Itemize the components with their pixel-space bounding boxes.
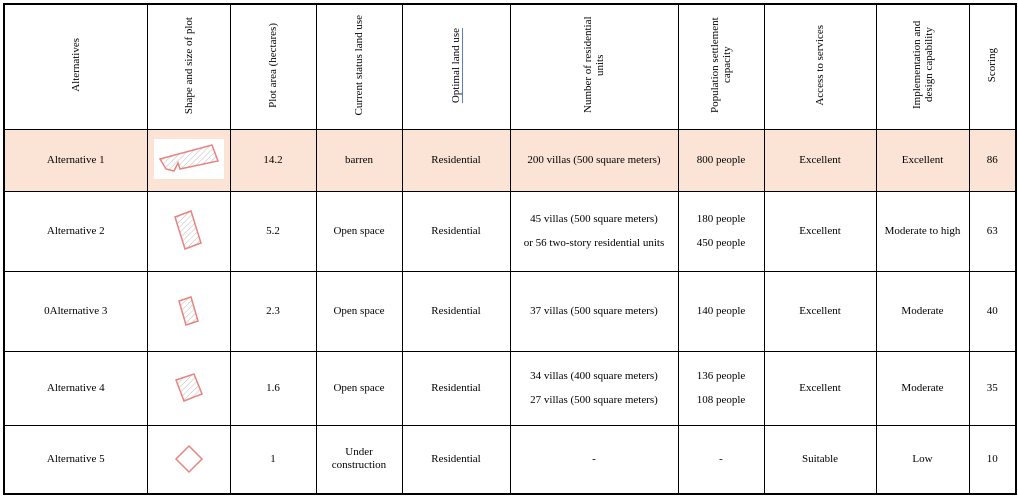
- units-line: -: [592, 453, 596, 466]
- alternative-name: Alternative 1: [4, 129, 147, 191]
- implementation-capability: Moderate: [876, 271, 969, 351]
- units-line: 45 villas (500 square meters): [530, 213, 658, 225]
- current-use: Open space: [316, 271, 402, 351]
- polygon-plot-icon: [154, 139, 224, 179]
- population-line: 450 people: [696, 237, 746, 249]
- access-services: Excellent: [764, 271, 876, 351]
- residential-units: [510, 425, 678, 494]
- implementation-capability: Moderate to high: [876, 191, 969, 271]
- plot-shape-cell: [147, 425, 230, 494]
- table-row: [4, 351, 1016, 425]
- residential-units: [510, 351, 678, 425]
- header-current-use-label: Current status land use: [353, 14, 365, 116]
- plot-shape-cell: [147, 351, 230, 425]
- square-plot-icon: [172, 372, 206, 404]
- score: 63: [969, 191, 1016, 271]
- units-line: or 56 two-story residential units: [523, 237, 665, 249]
- optimal-use: Residential: [402, 351, 510, 425]
- header-area: [230, 4, 316, 129]
- population-capacity: [678, 191, 764, 271]
- alternative-name: Alternative 4: [4, 351, 147, 425]
- population-line: 108 people: [696, 394, 746, 406]
- header-optimal-use-label: Optimal land use: [450, 27, 462, 103]
- population-line: 180 people: [696, 213, 746, 225]
- access-services: Excellent: [764, 351, 876, 425]
- population-line: -: [719, 453, 723, 466]
- header-units-label: Number of residential units: [582, 16, 606, 114]
- plot-shape-cell: [147, 271, 230, 351]
- header-area-label: Plot area (hectares): [267, 22, 279, 108]
- header-population-label: Population settlement capacity: [709, 17, 733, 114]
- optimal-use: Residential: [402, 271, 510, 351]
- residential-units: [510, 191, 678, 271]
- access-services: Excellent: [764, 191, 876, 271]
- header-access: [764, 4, 876, 129]
- plot-area: 1.6: [230, 351, 316, 425]
- implementation-capability: Moderate: [876, 351, 969, 425]
- units-line: 200 villas (500 square meters): [527, 154, 661, 166]
- current-use: barren: [316, 129, 402, 191]
- population-capacity: [678, 351, 764, 425]
- population-line: 800 people: [696, 154, 746, 166]
- current-use: Open space: [316, 351, 402, 425]
- table-row: [4, 271, 1016, 351]
- plot-area: 1: [230, 425, 316, 494]
- score: 86: [969, 129, 1016, 191]
- rectangle-plot-icon: [174, 295, 204, 327]
- units-line: 34 villas (400 square meters): [530, 370, 658, 382]
- access-services: Excellent: [764, 129, 876, 191]
- optimal-use: Residential: [402, 129, 510, 191]
- alternative-name: Alternative 2: [4, 191, 147, 271]
- alternatives-table: [3, 3, 1017, 495]
- population-capacity: [678, 129, 764, 191]
- residential-units: [510, 271, 678, 351]
- current-use: [316, 425, 402, 494]
- plot-shape-cell: [147, 129, 230, 191]
- optimal-use: Residential: [402, 425, 510, 494]
- implementation-capability: Excellent: [876, 129, 969, 191]
- diamond-plot-icon: [173, 443, 205, 475]
- plot-area: 14.2: [230, 129, 316, 191]
- header-current-use: [316, 4, 402, 129]
- header-units: [510, 4, 678, 129]
- header-access-label: Access to services: [814, 24, 826, 106]
- header-shape: [147, 4, 230, 129]
- header-implementation: [876, 4, 969, 129]
- header-optimal-use: [402, 4, 510, 129]
- score: 40: [969, 271, 1016, 351]
- table-row: [4, 191, 1016, 271]
- header-implementation-label: Implementation and design capability: [910, 21, 935, 110]
- access-services: Suitable: [764, 425, 876, 494]
- plot-area: 5.2: [230, 191, 316, 271]
- rectangle-plot-icon: [169, 209, 209, 253]
- header-scoring-label: Scoring: [986, 48, 999, 83]
- units-line: 27 villas (500 square meters): [530, 394, 658, 406]
- population-capacity: [678, 425, 764, 494]
- header-scoring: [969, 4, 1016, 129]
- units-line: 37 villas (500 square meters): [530, 305, 658, 317]
- implementation-capability: Low: [876, 425, 969, 494]
- alternative-name: Alternative 5: [4, 425, 147, 494]
- alternative-name: 0Alternative 3: [4, 271, 147, 351]
- population-capacity: [678, 271, 764, 351]
- header-shape-label: Shape and size of plot: [182, 16, 195, 114]
- header-population: [678, 4, 764, 129]
- current-use: Open space: [316, 191, 402, 271]
- population-line: 136 people: [696, 370, 746, 382]
- header-alternatives-label: Alternatives: [69, 38, 82, 93]
- plot-shape-cell: [147, 191, 230, 271]
- plot-area: 2.3: [230, 271, 316, 351]
- table-row: [4, 129, 1016, 191]
- table-row: [4, 425, 1016, 494]
- score: 35: [969, 351, 1016, 425]
- optimal-use: Residential: [402, 191, 510, 271]
- header-alternatives: [4, 4, 147, 129]
- population-line: 140 people: [696, 305, 746, 317]
- header-row: [4, 4, 1016, 129]
- current-use-text: Under construction: [331, 446, 387, 472]
- score: 10: [969, 425, 1016, 494]
- residential-units: [510, 129, 678, 191]
